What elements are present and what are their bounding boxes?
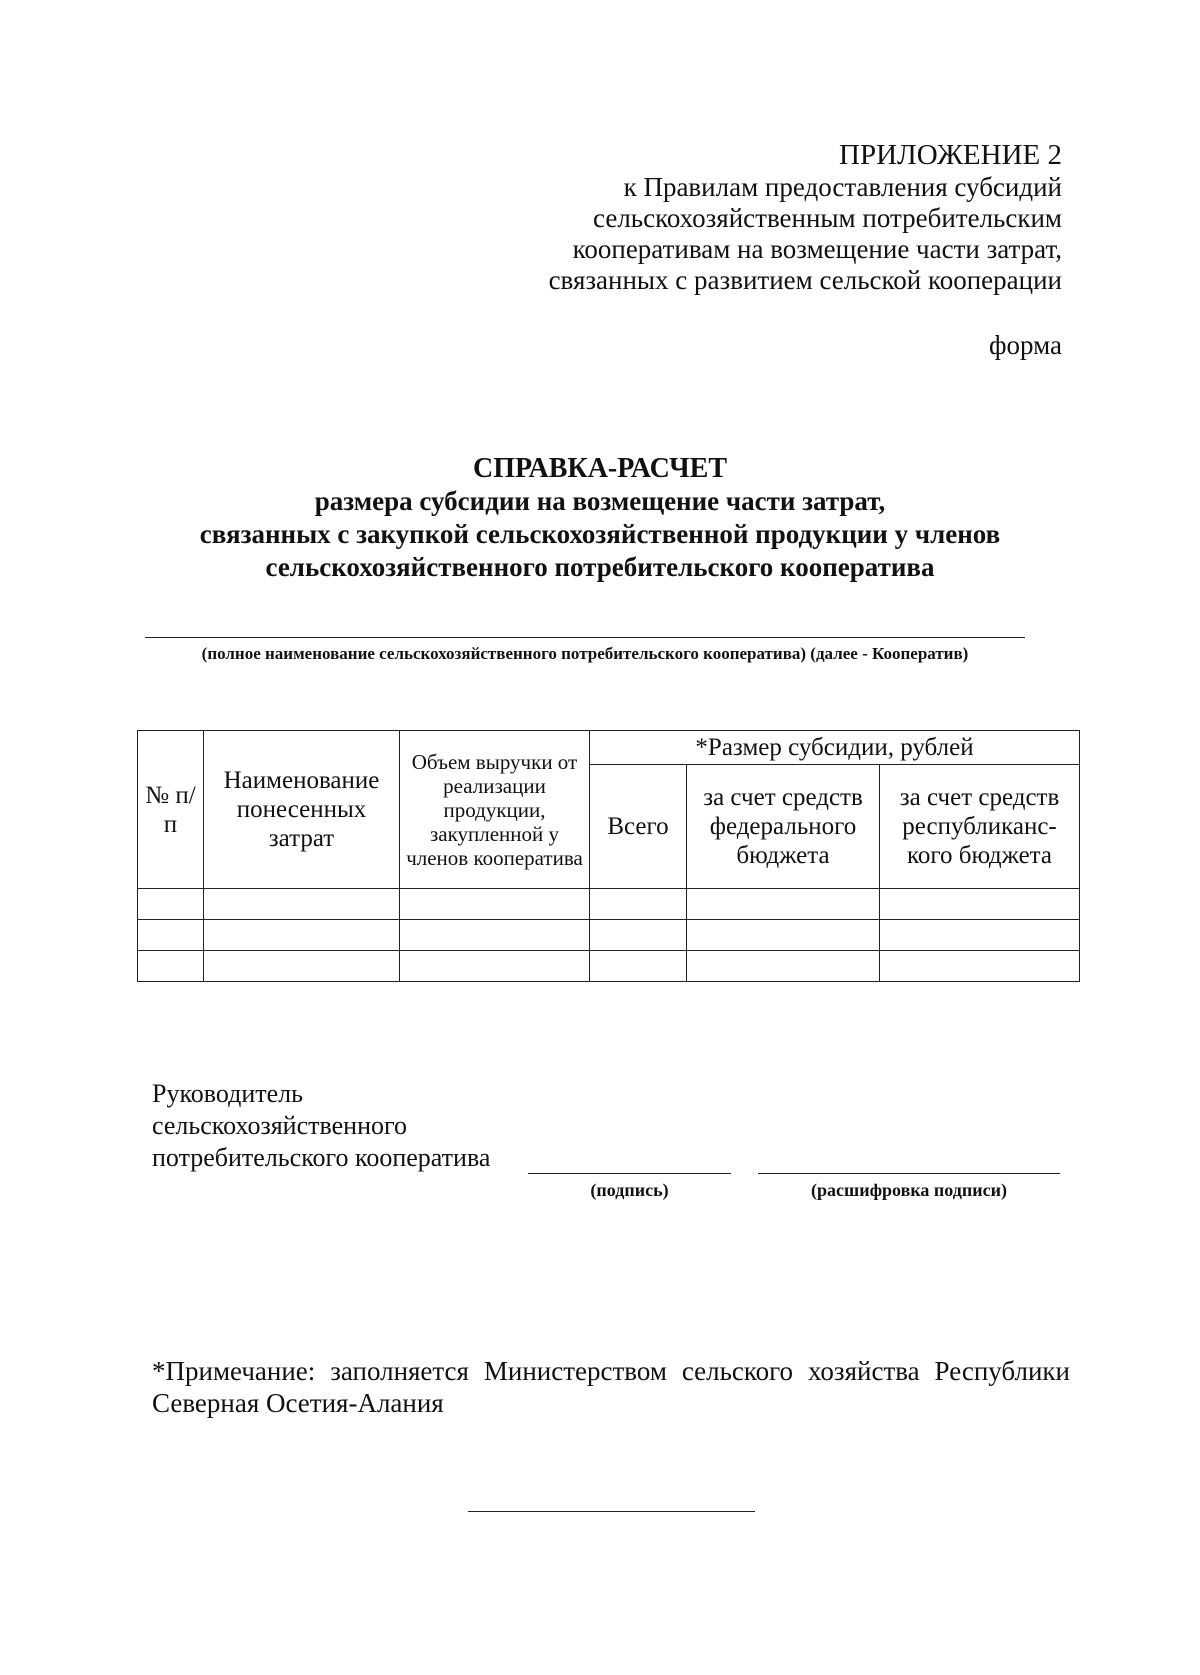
signature-label-line: Руководитель: [152, 1079, 303, 1108]
document-subtitle-line: сельскохозяйственного потребительского кооператива: [265, 552, 935, 582]
signature-decode-caption: (расшифровка подписи): [811, 1180, 1007, 1200]
appendix-title: ПРИЛОЖЕНИЕ 2: [839, 139, 1062, 171]
table-cell[interactable]: [400, 889, 590, 920]
header-federal: за счет средств федерального бюджета: [687, 765, 880, 889]
signature-field[interactable]: [528, 1173, 731, 1174]
signature-caption: (подпись): [590, 1180, 669, 1200]
subsidy-table: [137, 730, 1080, 982]
header-costs: Наименование понесенных затрат: [204, 731, 400, 889]
document-subtitle-line: размера субсидии на возмещение части затрат,: [314, 486, 886, 516]
header-revenue: Объем выручки от реализации продукции, закупленной у членов кооператива: [400, 731, 590, 889]
form-label: форма: [989, 330, 1062, 360]
table-cell[interactable]: [400, 920, 590, 951]
document-heading: [120, 452, 1080, 584]
signature-label-line: потребительского кооператива: [152, 1143, 491, 1172]
appendix-line: к Правилам предоставления субсидий: [623, 172, 1062, 202]
document-title: СПРАВКА-РАСЧЕТ: [472, 453, 728, 484]
header-number: № п/п: [138, 731, 204, 889]
table-cell[interactable]: [204, 951, 400, 982]
header-subsidy-group: *Размер субсидии, рублей: [590, 731, 1080, 765]
table-cell[interactable]: [880, 920, 1080, 951]
table-cell[interactable]: [138, 951, 204, 982]
table-cell[interactable]: [687, 951, 880, 982]
signature-label-line: сельскохозяйственного: [152, 1111, 407, 1140]
table-cell[interactable]: [880, 951, 1080, 982]
header-republic: за счет средств республиканс-кого бюджета: [880, 765, 1080, 889]
table-cell[interactable]: [590, 951, 687, 982]
footnote: *Примечание: заполняется Министерством сельского хозяйства Республики Северная Осетия-Алания: [152, 1356, 1070, 1418]
cooperative-name-field[interactable]: [145, 637, 1025, 638]
table-cell[interactable]: [590, 920, 687, 951]
table-cell[interactable]: [687, 920, 880, 951]
table-row: [138, 889, 1080, 920]
appendix-line: кооперативам на возмещение части затрат,: [572, 234, 1062, 264]
table-cell[interactable]: [400, 951, 590, 982]
table-cell[interactable]: [687, 889, 880, 920]
table-row: [138, 951, 1080, 982]
table-cell[interactable]: [204, 920, 400, 951]
table-row: [138, 920, 1080, 951]
table-cell[interactable]: [204, 889, 400, 920]
table-cell[interactable]: [590, 889, 687, 920]
table-cell[interactable]: [138, 889, 204, 920]
cooperative-name-caption: (полное наименование сельскохозяйственного потребительского кооператива) (далее - Кооператив): [201, 644, 969, 663]
end-divider: [468, 1511, 755, 1512]
document-subtitle-line: связанных с закупкой сельскохозяйственной продукции у членов: [199, 519, 1001, 549]
header-total: Всего: [590, 765, 687, 889]
appendix-line: связанных с развитием сельской кооперации: [548, 265, 1062, 295]
table-cell[interactable]: [138, 920, 204, 951]
signature-block: [152, 1078, 490, 1174]
appendix-block: [549, 140, 1062, 296]
signature-decode-field[interactable]: [758, 1173, 1060, 1174]
appendix-line: сельскохозяйственным потребительским: [593, 203, 1062, 233]
table-cell[interactable]: [880, 889, 1080, 920]
